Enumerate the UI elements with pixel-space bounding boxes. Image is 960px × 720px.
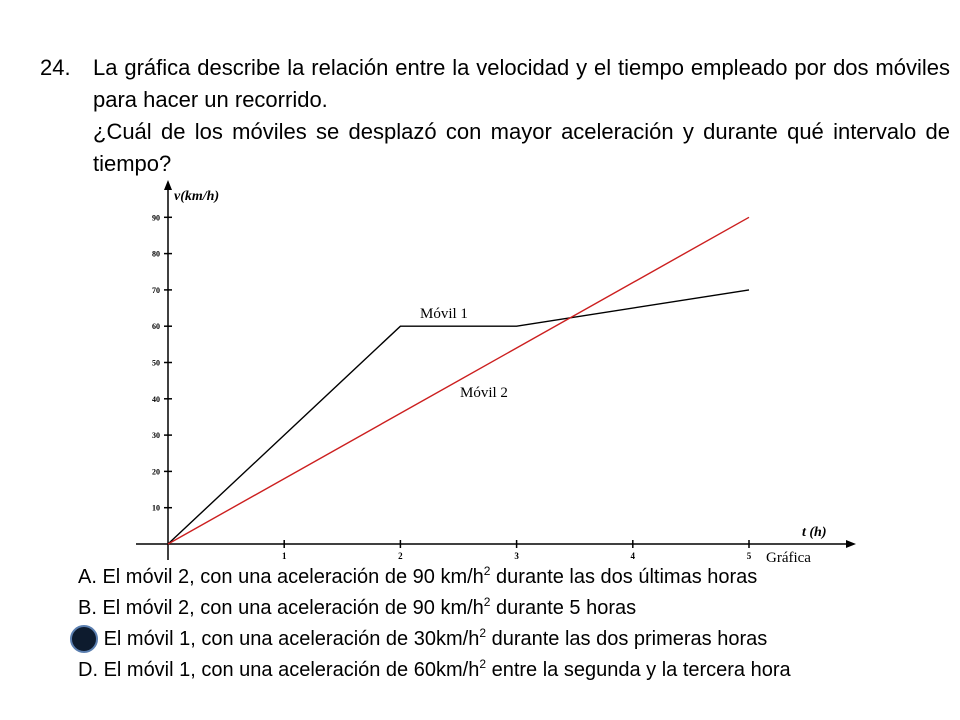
x-axis-label: t (h) [802,525,827,540]
y-tick-label-10: 10 [152,503,160,513]
series-label-movil-1: Móvil 1 [420,306,468,322]
option-a-text: El móvil 2, con una aceleración de 90 km/h [102,566,484,588]
y-tick-label-20: 20 [152,467,160,477]
x-tick-label-2: 2 [398,551,403,561]
option-b-tail: durante 5 horas [490,597,637,619]
x-tick-label-1: 1 [281,551,287,561]
series-line-2 [168,217,749,544]
question-statement: La gráfica describe la relación entre la velocidad y el tiempo empleado por dos móviles para hacer un recorrido. [93,55,950,112]
option-a-exponent: 2 [483,564,491,578]
option-a-letter: A. [78,566,97,588]
selected-answer-marker-icon [70,625,98,653]
option-d-tail: entre la segunda y la tercera hora [486,659,791,681]
chart-axes [136,180,856,560]
option-b-exponent: 2 [483,595,491,609]
option-c-tail: durante las dos primeras horas [486,628,768,650]
x-tick-label-3: 3 [514,551,519,561]
chart-ticks [152,213,752,561]
option-d-text: El móvil 1, con una aceleración de 60km/h [103,659,480,681]
option-d-exponent: 2 [479,657,487,671]
x-tick-label-4: 4 [630,551,636,561]
y-axis-label: v(km/h) [174,189,220,204]
option-d-letter: D. [78,659,98,681]
option-a[interactable] [78,562,958,593]
answer-options [78,562,958,686]
x-tick-label-5: 5 [746,551,752,561]
option-c-exponent: 2 [479,626,487,640]
series-line-1 [168,290,749,544]
y-tick-label-90: 90 [152,213,160,223]
option-d[interactable] [78,655,958,686]
option-c-text: El móvil 1, con una aceleración de 30km/h [103,628,480,650]
y-tick-label-60: 60 [152,322,160,332]
option-a-tail: durante las dos últimas horas [490,566,758,588]
option-b[interactable] [78,593,958,624]
y-tick-label-40: 40 [152,394,160,404]
question-prompt: ¿Cuál de los móviles se desplazó con mayor aceleración y durante qué intervalo de tiempo? [93,119,950,176]
option-c[interactable] [78,624,958,655]
y-tick-label-70: 70 [152,285,160,295]
option-b-letter: B. [78,597,97,619]
y-axis-arrow-icon [164,180,172,190]
series-label-movil-2: Móvil 2 [460,385,508,401]
y-tick-label-50: 50 [152,358,160,368]
x-axis-arrow-icon [846,540,856,548]
y-tick-label-30: 30 [152,431,160,441]
question-number: 24. [40,55,71,80]
chart-series [168,217,749,544]
option-b-text: El móvil 2, con una aceleración de 90 km/h [102,597,484,619]
chart-caption: Gráfica [766,550,811,566]
y-tick-label-80: 80 [152,249,160,259]
